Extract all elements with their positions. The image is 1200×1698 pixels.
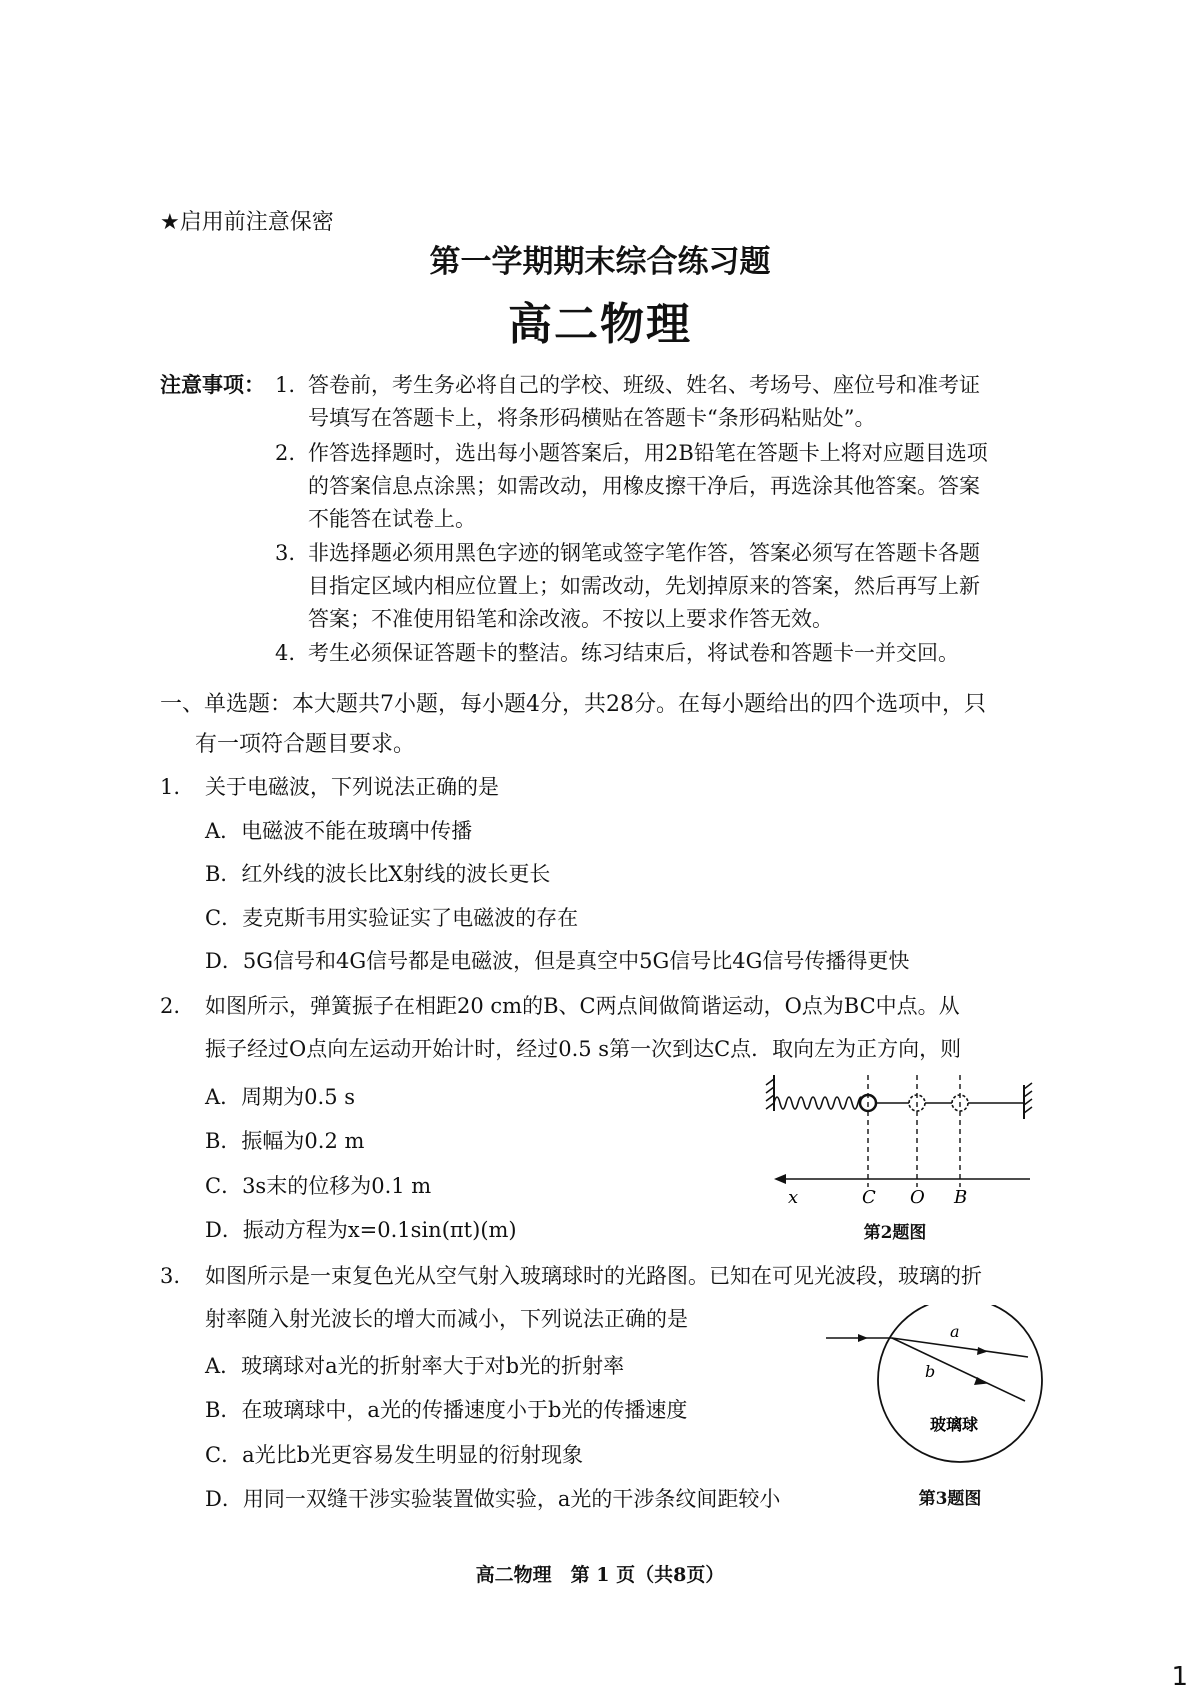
q2-figure-caption: 第2题图 [863,1223,927,1243]
notice-label: 注意事项： [160,372,265,397]
point-label-b: B [954,1187,968,1208]
q2-option-d: D．振动方程为x=0.1sin(πt)(m) [205,1218,517,1242]
q2-option-c: C．3s末的位移为0.1 m [205,1174,432,1198]
q1-option-a: A．电磁波不能在玻璃中传播 [205,819,473,843]
notice-item-3-line-2: 目指定区域内相应位置上；如需改动，先划掉原来的答案，然后再写上新 [308,574,980,598]
notice-item-3-line-1: 非选择题必须用黑色字迹的钢笔或签字笔作答，答案必须写在答题卡各题 [308,541,980,565]
page-footer: 高二物理 第 1 页（共8页） [475,1564,725,1586]
notice-item-2-num: 2. [275,441,296,465]
q1-option-c: C．麦克斯韦用实验证实了电磁波的存在 [205,906,579,930]
point-label-o: O [910,1187,925,1208]
q2-stem-line-1: 如图所示，弹簧振子在相距20 cm的B、C两点间做简谐运动，O点为BC中点。从 [205,994,960,1018]
q1-option-b: B．红外线的波长比X射线的波长更长 [205,862,551,886]
q2-stem-line-2: 振子经过O点向左运动开始计时，经过0.5 s第一次到达C点．取向左为正方向，则 [205,1037,962,1061]
notice-item-3-line-3: 答案；不准使用铅笔和涂改液。不按以上要求作答无效。 [308,607,833,631]
q3-figure-caption: 第3题图 [918,1489,982,1509]
ray-label-b: b [925,1362,936,1381]
q3-stem-line-2: 射率随入射光波长的增大而减小，下列说法正确的是 [205,1307,688,1331]
q3-number: 3. [160,1264,181,1288]
section-heading-line-2: 有一项符合题目要求。 [195,732,416,757]
notice-item-3-num: 3. [275,541,296,565]
q3-stem-line-1: 如图所示是一束复色光从空气射入玻璃球时的光路图。已知在可见光波段，玻璃的折 [205,1264,982,1288]
notice-item-2-line-1: 作答选择题时，选出每小题答案后，用2B铅笔在答题卡上将对应题目选项 [308,441,988,465]
q1-number: 1. [160,775,181,799]
exam-title: 第一学期期末综合练习题 [429,244,771,280]
q3-option-c: C．a光比b光更容易发生明显的衍射现象 [205,1443,584,1467]
notice-item-2-line-3: 不能答在试卷上。 [308,507,476,531]
q2-option-a: A．周期为0.5 s [205,1085,356,1109]
section-heading-line-1: 一、单选题：本大题共7小题，每小题4分，共28分。在每小题给出的四个选项中，只 [160,692,986,717]
ray-label-a: a [950,1322,960,1341]
notice-item-1-num: 1. [275,373,296,397]
q3-option-b: B．在玻璃球中，a光的传播速度小于b光的传播速度 [205,1398,688,1422]
notice-item-4-line-1: 考生必须保证答题卡的整洁。练习结束后，将试卷和答题卡一并交回。 [308,641,959,665]
page-number: 1 [1171,1662,1188,1692]
q3-option-a: A．玻璃球对a光的折射率大于对b光的折射率 [205,1354,625,1378]
subject-title: 高二物理 [508,299,692,350]
axis-label-x: x [788,1187,799,1208]
q3-option-d: D．用同一双缝干涉实验装置做实验，a光的干涉条纹间距较小 [205,1487,781,1511]
notice-item-4-num: 4. [275,641,296,665]
notice-item-1-line-2: 号填写在答题卡上，将条形码横贴在答题卡“条形码粘贴处”。 [308,406,876,430]
confidential-mark: ★启用前注意保密 [160,210,334,235]
q2-option-b: B．振幅为0.2 m [205,1129,365,1153]
notice-item-2-line-2: 的答案信息点涂黑；如需改动，用橡皮擦干净后，再选涂其他答案。答案 [308,474,980,498]
sphere-label: 玻璃球 [930,1415,979,1434]
q1-option-d: D．5G信号和4G信号都是电磁波，但是真空中5G信号比4G信号传播得更快 [205,949,910,973]
glass-sphere-figure [820,1305,1060,1475]
q1-stem: 关于电磁波，下列说法正确的是 [205,775,499,799]
q2-number: 2. [160,994,181,1018]
notice-item-1-line-1: 答卷前，考生务必将自己的学校、班级、姓名、考场号、座位号和准考证 [308,373,980,397]
point-label-c: C [862,1187,876,1208]
